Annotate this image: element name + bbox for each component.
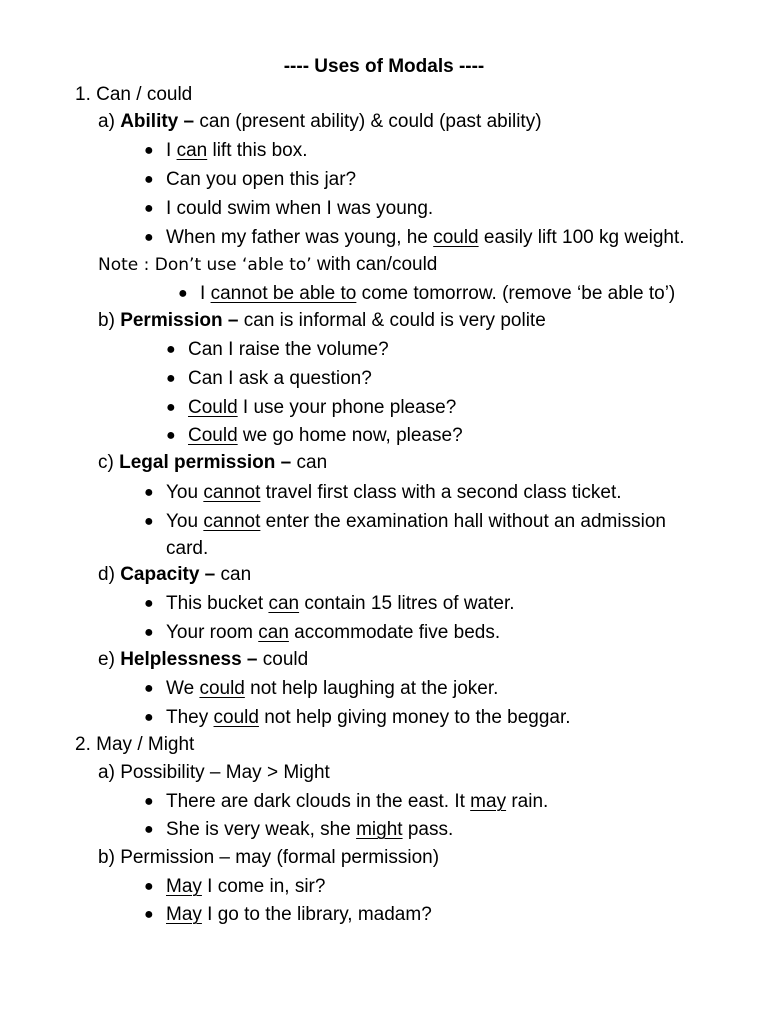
section-heading [75,733,194,757]
subsection-heading: e) Helplessness – could [98,649,309,670]
subsection-heading: b) Permission – can is informal & could is very polite [98,310,546,331]
list-item: We could not help laughing at the joker. [166,678,499,699]
subsection-heading: b) Permission – may (formal permission) [98,847,440,868]
list-item: I cannot be able to come tomorrow. (remove ‘be able to’) [200,283,676,304]
bullet-icon: ● [144,906,154,923]
bullet-icon: ● [144,878,154,895]
bullet-icon: ● [166,370,176,387]
list-item: Can you open this jar? [166,169,357,190]
list-item: I can lift this box. [166,140,308,161]
bullet-icon: ● [144,200,154,217]
subsection-desc: can (present ability) & could (past ability) [194,111,542,132]
list-item: Your room can accommodate five beds. [166,622,501,643]
bullet-icon: ● [144,595,154,612]
bullet-icon: ● [166,341,176,358]
bullet-icon: ● [144,793,154,810]
section-number: 1. [75,84,91,105]
section-title: Can / could [96,84,193,105]
list-item: She is very weak, she might pass. [166,819,454,840]
section-number: 2. [75,734,91,755]
bullet-icon: ● [144,680,154,697]
bullet-icon: ● [166,399,176,416]
note-label: Note : Don’t use ‘able to’ [98,255,312,275]
page-title: ---- Uses of Modals ---- [283,56,485,77]
bullet-icon: ● [144,142,154,159]
subsection-heading: c) Legal permission – can [98,452,328,473]
subsection-heading: a) Possibility – May > Might [98,762,330,783]
bullet-icon: ● [144,709,154,726]
list-item: I could swim when I was young. [166,198,434,219]
bullet-icon: ● [178,285,188,302]
list-item: May I come in, sir? [166,876,326,897]
note [98,253,437,277]
list-item: This bucket can contain 15 litres of water. [166,593,515,614]
subsection-heading: d) Capacity – can [98,564,252,585]
list-item: Could I use your phone please? [188,397,457,418]
list-item: They could not help giving money to the beggar. [166,707,571,728]
list-item: Could we go home now, please? [188,425,463,446]
list-item: Can I ask a question? [188,368,372,389]
list-item: May I go to the library, madam? [166,904,432,925]
list-item: When my father was young, he could easily lift 100 kg weight. [166,227,685,248]
bullet-icon: ● [144,171,154,188]
subsection-heading [98,110,542,134]
section-title: May / Might [96,734,195,755]
bullet-icon: ● [144,624,154,641]
bullet-icon: ● [166,427,176,444]
bullet-icon: ● [144,484,154,501]
list-item-continuation: card. [166,538,209,559]
subsection-term: Ability – [120,111,195,132]
list-item: You cannot travel first class with a second class ticket. [166,482,622,503]
note-text: with can/could [311,254,438,275]
bullet-icon: ● [144,513,154,530]
list-item: You cannot enter the examination hall without an admission [166,511,666,532]
list-item: There are dark clouds in the east. It may rain. [166,791,549,812]
list-item: Can I raise the volume? [188,339,389,360]
section-heading [75,83,192,107]
bullet-icon: ● [144,821,154,838]
subsection-letter: a) [98,111,115,132]
bullet-icon: ● [144,229,154,246]
